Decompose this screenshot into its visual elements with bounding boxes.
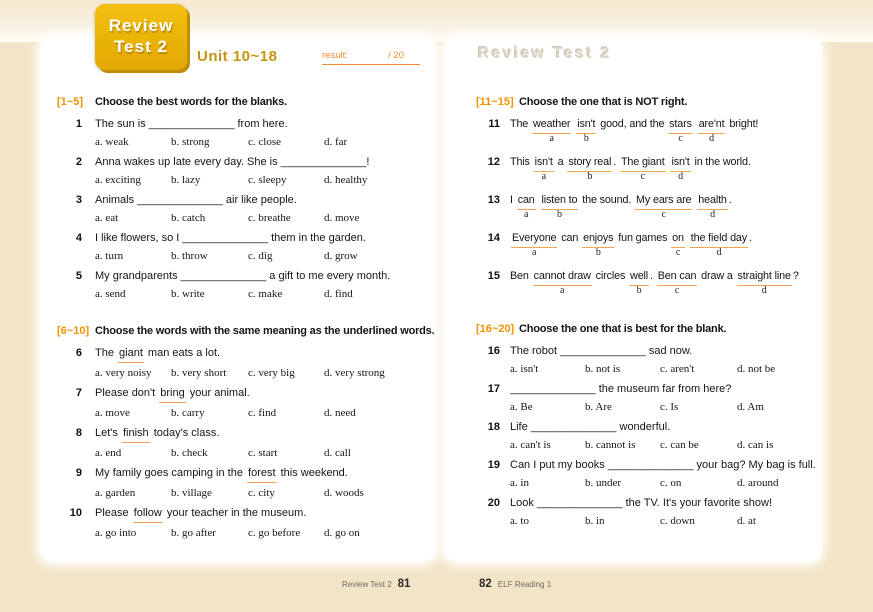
right-page-content xyxy=(476,95,822,529)
options-row xyxy=(95,135,428,150)
text-segment: bright! xyxy=(726,118,759,130)
review-test-badge xyxy=(95,4,187,70)
question-1 xyxy=(57,117,428,150)
underlined-word: straight line d xyxy=(737,270,791,296)
question-number: 4 xyxy=(75,232,82,244)
options-row xyxy=(95,249,428,264)
text-segment xyxy=(686,231,689,246)
question-20 xyxy=(476,496,822,529)
option: b. village xyxy=(171,487,212,499)
choice-letter: a xyxy=(549,133,554,144)
option: c. very big xyxy=(248,367,295,379)
question-body xyxy=(510,458,822,491)
option: b. lazy xyxy=(171,174,201,186)
question-2 xyxy=(57,155,428,188)
question-body xyxy=(510,344,822,377)
option: c. on xyxy=(660,477,682,489)
option: d. at xyxy=(737,515,756,527)
question-number: 16 xyxy=(487,345,500,357)
options-row xyxy=(95,486,428,501)
question-text xyxy=(95,426,428,443)
question-14 xyxy=(476,231,822,262)
option: d. around xyxy=(737,477,779,489)
option: a. exciting xyxy=(95,174,141,186)
right-page-number: 82 xyxy=(479,578,492,590)
question-number: 20 xyxy=(487,497,500,509)
section-header xyxy=(476,95,822,109)
text-segment: I xyxy=(510,194,516,206)
text-segment: good, and the xyxy=(597,118,668,130)
question-10 xyxy=(57,506,428,541)
option: c. aren't xyxy=(660,363,695,375)
question-number: 7 xyxy=(75,387,82,399)
question-number: 17 xyxy=(487,383,500,395)
option: c. can be xyxy=(660,439,699,451)
option: d. go on xyxy=(324,527,360,539)
question-text xyxy=(510,231,822,262)
question-text xyxy=(510,269,822,300)
underlined-word: isn't b xyxy=(577,118,596,144)
question-text xyxy=(510,155,822,186)
option: d. can is xyxy=(737,439,774,451)
question-16 xyxy=(476,344,822,377)
option: d. need xyxy=(324,407,356,419)
question-text xyxy=(510,458,822,473)
choice-letter: c xyxy=(675,247,681,258)
option: c. go before xyxy=(248,527,301,539)
option: b. check xyxy=(171,447,208,459)
question-text xyxy=(95,231,428,246)
question-text xyxy=(510,344,822,359)
question-body xyxy=(95,426,428,461)
text-segment xyxy=(694,117,697,132)
question-body xyxy=(95,117,428,150)
text-segment: Please don't xyxy=(95,387,159,399)
question-list xyxy=(57,117,428,302)
question-number: 12 xyxy=(487,156,500,168)
option: a. move xyxy=(95,407,130,419)
underlined-word: listen to b xyxy=(541,194,578,220)
choice-letter: a xyxy=(524,209,529,220)
option: a. isn't xyxy=(510,363,539,375)
option: c. make xyxy=(248,288,283,300)
option: a. send xyxy=(95,288,126,300)
text-segment: . xyxy=(650,270,656,282)
question-number: 8 xyxy=(75,427,82,439)
option: c. city xyxy=(248,487,275,499)
options-row xyxy=(510,400,822,415)
question-body xyxy=(510,269,822,300)
option: b. cannot is xyxy=(585,439,636,451)
page-right xyxy=(444,38,822,562)
underlined-word: giant xyxy=(118,346,144,363)
question-19 xyxy=(476,458,822,491)
text-segment: The xyxy=(95,347,118,359)
option: d. far xyxy=(324,136,348,148)
footer-left-label: Review Test 2 xyxy=(342,580,392,589)
choice-letter: d xyxy=(716,247,722,258)
option: b. strong xyxy=(171,136,210,148)
underlined-word: weather a xyxy=(533,118,571,144)
question-8 xyxy=(57,426,428,461)
text-segment: Can I put my books ______________ your bag? My bag is full. xyxy=(510,459,816,471)
question-text xyxy=(510,420,822,435)
option: b. carry xyxy=(171,407,205,419)
underlined-word: isn't d xyxy=(671,156,690,182)
option: c. down xyxy=(660,515,695,527)
text-segment: This xyxy=(510,156,533,168)
text-segment: My grandparents ______________ a gift to me every month. xyxy=(95,270,391,282)
text-segment: fun games xyxy=(615,232,671,244)
question-list xyxy=(57,346,428,541)
underlined-word: can a xyxy=(517,194,535,220)
option: a. in xyxy=(510,477,529,489)
text-segment: this weekend. xyxy=(277,467,348,479)
underlined-word: well b xyxy=(630,270,649,296)
option: d. very strong xyxy=(324,367,385,379)
option: a. turn xyxy=(95,250,124,262)
underlined-word: finish xyxy=(122,426,150,443)
question-list xyxy=(476,344,822,529)
choice-letter: b xyxy=(636,285,642,296)
section-[16~20] xyxy=(476,322,822,529)
text-segment xyxy=(693,193,696,208)
choice-letter: b xyxy=(587,171,593,182)
option: b. catch xyxy=(171,212,206,224)
question-number: 11 xyxy=(488,118,500,130)
options-row xyxy=(510,476,822,491)
text-segment: in the world. xyxy=(691,156,751,168)
option: a. end xyxy=(95,447,122,459)
section-[6~10] xyxy=(57,324,435,541)
question-body xyxy=(95,231,428,264)
badge-line1: Review xyxy=(108,16,174,35)
section-[1~5] xyxy=(57,95,428,302)
text-segment: draw a xyxy=(698,270,736,282)
text-segment: The sun is ______________ from here. xyxy=(95,118,288,130)
text-segment: Please xyxy=(95,507,132,519)
choice-letter: c xyxy=(678,133,683,144)
text-segment: . xyxy=(728,194,732,206)
text-segment: a xyxy=(554,156,567,168)
text-segment: Life ______________ wonderful. xyxy=(510,421,671,433)
option: c. Is xyxy=(660,401,679,413)
text-segment: man eats a lot. xyxy=(144,347,221,359)
section-[11~15] xyxy=(476,95,822,300)
question-body xyxy=(95,269,428,302)
option: a. eat xyxy=(95,212,119,224)
section-instruction: Choose the best words for the blanks. xyxy=(95,96,287,108)
underlined-word: cannot draw a xyxy=(533,270,591,296)
option: d. Am xyxy=(737,401,764,413)
option: d. grow xyxy=(324,250,358,262)
question-body xyxy=(95,506,428,541)
option: a. can't is xyxy=(510,439,551,451)
result-total: / 20 xyxy=(388,50,404,61)
question-number: 5 xyxy=(75,270,82,282)
question-text xyxy=(95,117,428,132)
question-text xyxy=(510,193,822,224)
question-7 xyxy=(57,386,428,421)
choice-letter: a xyxy=(560,285,565,296)
underlined-word: the field day d xyxy=(690,232,748,258)
text-segment: today's class. xyxy=(150,427,220,439)
option: a. garden xyxy=(95,487,136,499)
section-header xyxy=(57,324,435,338)
question-15 xyxy=(476,269,822,300)
question-number: 10 xyxy=(69,507,82,519)
option: a. very noisy xyxy=(95,367,152,379)
underlined-word: Everyone a xyxy=(512,232,557,258)
option: c. start xyxy=(248,447,278,459)
question-text xyxy=(95,269,428,284)
option: d. call xyxy=(324,447,351,459)
text-segment: . xyxy=(749,232,752,244)
text-segment: Ben xyxy=(510,270,532,282)
choice-letter: a xyxy=(532,247,537,258)
right-page-title: Review Test 2 xyxy=(478,45,612,62)
choice-letter: d xyxy=(761,285,767,296)
section-tag: [6~10] xyxy=(57,325,90,337)
question-12 xyxy=(476,155,822,186)
underlined-word: isn't a xyxy=(534,156,553,182)
footer-right xyxy=(479,578,551,590)
text-segment: Anna wakes up late every day. She is ______________! xyxy=(95,156,370,168)
text-segment: your animal. xyxy=(186,387,250,399)
question-text xyxy=(95,466,428,483)
question-number: 1 xyxy=(75,118,82,130)
text-segment xyxy=(572,117,575,132)
option: c. close xyxy=(248,136,281,148)
question-number: 14 xyxy=(487,232,500,244)
text-segment: My family goes camping in the xyxy=(95,467,247,479)
choice-letter: c xyxy=(640,171,645,182)
underlined-word: follow xyxy=(133,506,163,523)
question-body xyxy=(95,386,428,421)
choice-letter: c xyxy=(674,285,680,296)
result-score-field xyxy=(322,50,420,65)
options-row xyxy=(95,526,428,541)
question-number: 9 xyxy=(75,467,82,479)
question-number: 15 xyxy=(487,270,500,282)
choice-letter: b xyxy=(595,247,601,258)
option: d. healthy xyxy=(324,174,368,186)
option: d. not be xyxy=(737,363,776,375)
underlined-word: enjoys b xyxy=(583,232,614,258)
question-body xyxy=(95,466,428,501)
question-number: 19 xyxy=(487,459,500,471)
question-body xyxy=(510,155,822,186)
section-tag: [11~15] xyxy=(476,96,514,108)
underlined-word: health d xyxy=(698,194,727,220)
choice-letter: d xyxy=(710,209,715,220)
option: a. weak xyxy=(95,136,129,148)
question-body xyxy=(510,420,822,453)
question-text xyxy=(510,117,822,148)
question-text xyxy=(510,496,822,511)
option: b. under xyxy=(585,477,622,489)
option: a. go into xyxy=(95,527,137,539)
option: c. find xyxy=(248,407,277,419)
option: b. not is xyxy=(585,363,621,375)
underlined-word: The giant c xyxy=(620,156,665,182)
text-segment: Let's xyxy=(95,427,121,439)
text-segment xyxy=(667,155,670,170)
question-text xyxy=(95,346,428,363)
section-header xyxy=(57,95,428,109)
question-text xyxy=(95,386,428,403)
options-row xyxy=(95,406,428,421)
left-page-number: 81 xyxy=(397,578,411,590)
option: b. very short xyxy=(171,367,227,379)
footer-left xyxy=(342,578,410,590)
options-row xyxy=(95,366,428,381)
option: b. go after xyxy=(171,527,216,539)
question-body xyxy=(510,231,822,262)
option: b. in xyxy=(585,515,605,527)
underlined-word: Ben can c xyxy=(657,270,697,296)
text-segment: I like flowers, so I ______________ them in the garden. xyxy=(95,232,366,244)
question-body xyxy=(95,346,428,381)
option: c. dig xyxy=(248,250,273,262)
text-segment: can xyxy=(558,232,582,244)
options-row xyxy=(510,438,822,453)
question-18 xyxy=(476,420,822,453)
options-row xyxy=(95,446,428,461)
section-instruction: Choose the one that is NOT right. xyxy=(519,96,688,108)
choice-letter: d xyxy=(678,171,683,182)
question-list xyxy=(476,117,822,300)
option: b. throw xyxy=(171,250,208,262)
option: b. write xyxy=(171,288,205,300)
question-17 xyxy=(476,382,822,415)
text-segment: ______________ the museum far from here? xyxy=(510,383,732,395)
section-tag: [1~5] xyxy=(57,96,83,108)
section-tag: [16~20] xyxy=(476,323,515,335)
question-text xyxy=(95,506,428,523)
options-row xyxy=(95,173,428,188)
text-segment: The robot ______________ sad now. xyxy=(510,345,693,357)
text-segment: your teacher in the museum. xyxy=(163,507,307,519)
section-header xyxy=(476,322,822,336)
underlined-word: stars c xyxy=(669,118,692,144)
choice-letter: a xyxy=(541,171,546,182)
question-body xyxy=(95,193,428,226)
option: d. woods xyxy=(324,487,364,499)
footer-right-label: ELF Reading 1 xyxy=(497,580,552,589)
option: d. find xyxy=(324,288,353,300)
section-instruction: Choose the words with the same meaning as the underlined words. xyxy=(95,325,435,337)
option: a. Be xyxy=(510,401,533,413)
question-body xyxy=(510,496,822,529)
section-instruction: Choose the one that is best for the blank. xyxy=(519,323,727,335)
question-body xyxy=(510,117,822,148)
options-row xyxy=(510,514,822,529)
question-13 xyxy=(476,193,822,224)
question-6 xyxy=(57,346,428,381)
text-segment xyxy=(537,193,540,208)
question-number: 18 xyxy=(487,421,500,433)
question-3 xyxy=(57,193,428,226)
choice-letter: d xyxy=(709,133,715,144)
page-left xyxy=(40,38,436,562)
options-row xyxy=(95,211,428,226)
option: c. breathe xyxy=(248,212,291,224)
option: b. Are xyxy=(585,401,612,413)
question-text xyxy=(95,155,428,170)
text-segment: Animals ______________ air like people. xyxy=(95,194,297,206)
choice-letter: c xyxy=(661,209,666,220)
question-9 xyxy=(57,466,428,501)
question-body xyxy=(510,382,822,415)
text-segment: The xyxy=(510,118,532,130)
text-segment: . xyxy=(613,156,619,168)
underlined-word: forest xyxy=(247,466,277,483)
underlined-word: are'nt d xyxy=(698,118,725,144)
result-label: result: xyxy=(322,50,348,61)
question-number: 3 xyxy=(75,194,82,206)
question-4 xyxy=(57,231,428,264)
options-row xyxy=(95,287,428,302)
question-body xyxy=(510,193,822,224)
question-text xyxy=(95,193,428,208)
underlined-word: story real b xyxy=(568,156,612,182)
underlined-word: My ears are c xyxy=(636,194,692,220)
underlined-word: bring xyxy=(159,386,185,403)
unit-range-label: Unit 10~18 xyxy=(197,48,278,65)
text-segment: the sound. xyxy=(579,194,635,206)
text-segment: ? xyxy=(792,270,799,282)
question-text xyxy=(510,382,822,397)
option: d. move xyxy=(324,212,360,224)
left-page-content xyxy=(57,95,435,541)
options-row xyxy=(510,362,822,377)
choice-letter: b xyxy=(583,133,589,144)
option: a. to xyxy=(510,515,529,527)
badge-line2: Test 2 xyxy=(114,37,168,56)
question-body xyxy=(95,155,428,188)
text-segment: circles xyxy=(592,270,629,282)
question-number: 6 xyxy=(75,347,82,359)
question-number: 13 xyxy=(487,194,500,206)
text-segment: Look ______________ the TV. It's your favorite show! xyxy=(510,497,773,509)
option: c. sleepy xyxy=(248,174,287,186)
underlined-word: on c xyxy=(672,232,684,258)
question-number: 2 xyxy=(75,156,82,168)
choice-letter: b xyxy=(557,209,562,220)
question-11 xyxy=(476,117,822,148)
question-5 xyxy=(57,269,428,302)
